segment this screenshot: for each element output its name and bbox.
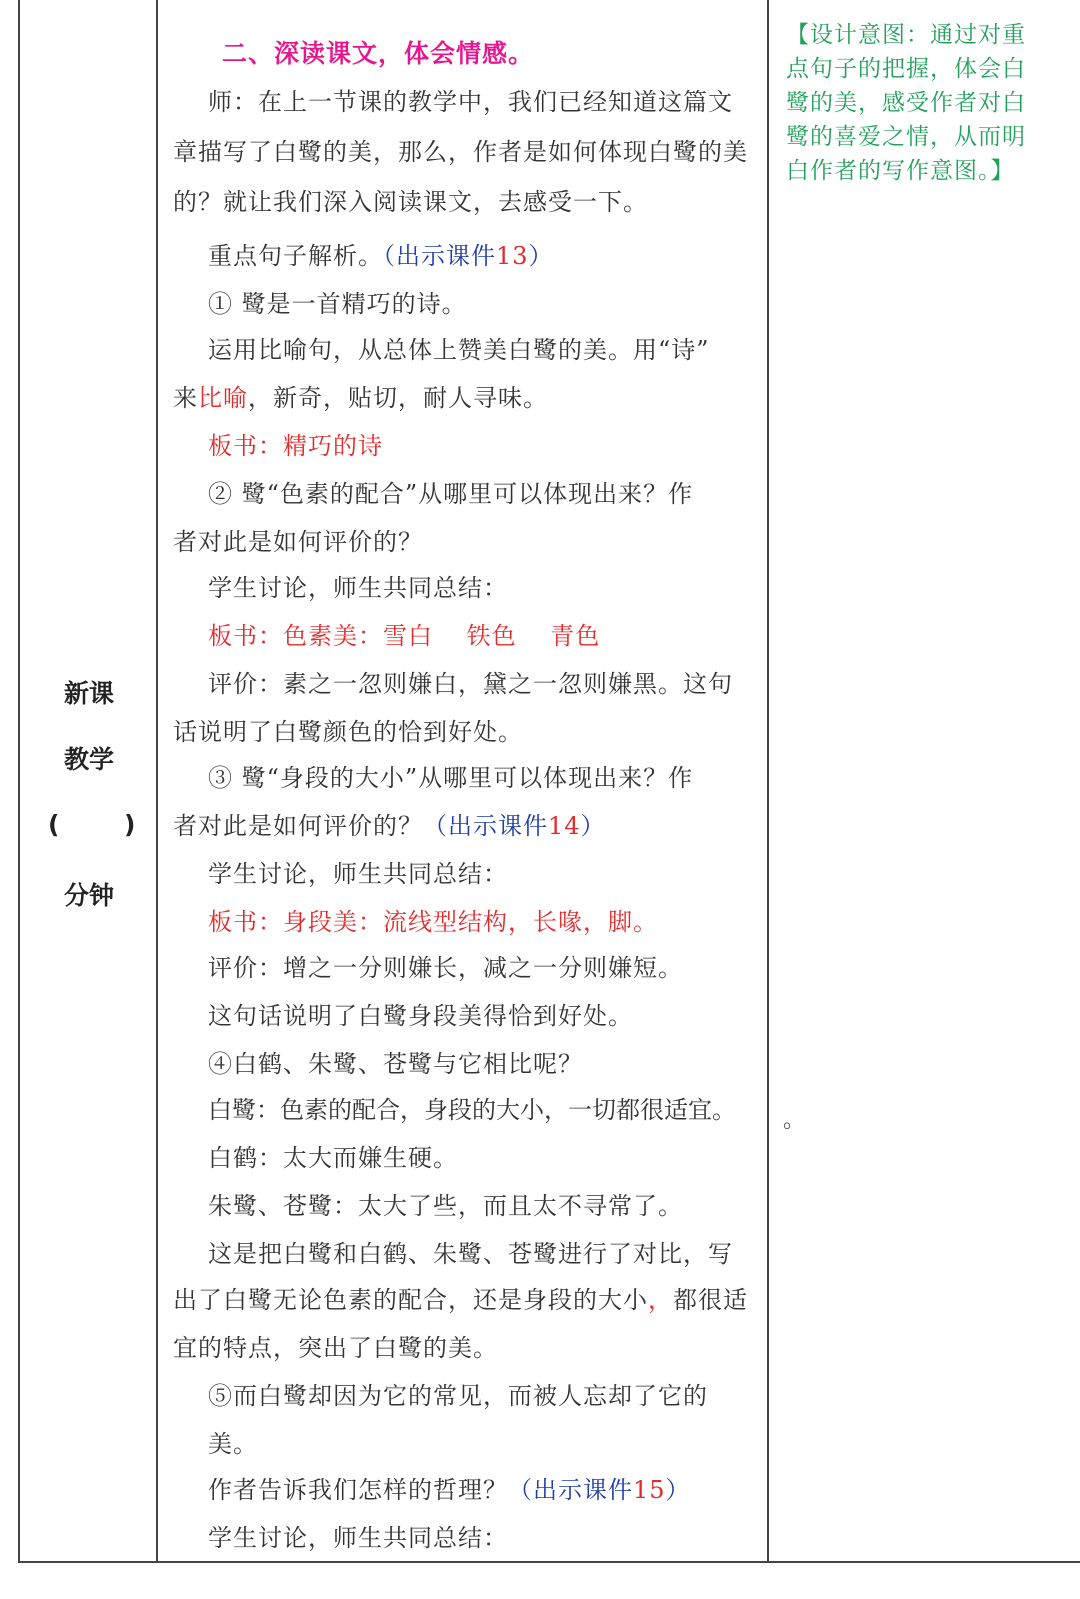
courseware-13-number: 13 <box>496 242 529 270</box>
sentence-4-crane: 白鹤：太大而嫌生硬。 <box>208 1144 458 1172</box>
section-heading: 二、深读课文，体会情感。 <box>222 39 535 68</box>
design-note-line-1: 【设计意图：通过对重 <box>786 22 1026 48</box>
sentence-3-eval-a: 评价：增之一分则嫌长，减之一分则嫌短。 <box>208 954 683 982</box>
sentence-1-text-b <box>173 378 548 413</box>
design-note-line-5: 白作者的写作意图。】 <box>786 158 1015 184</box>
sentence-2-board: 板书：色素美：雪白 铁色 青色 <box>208 622 601 650</box>
s1-text-metaphor: 比喻 <box>198 384 248 412</box>
sentence-4-egret: 白鹭：色素的配合，身段的大小，一切都很适宜。 <box>208 1096 736 1124</box>
sentence-1-board: 板书：精巧的诗 <box>208 432 383 460</box>
sentence-5-discuss: 学生讨论，师生共同总结： <box>208 1524 508 1552</box>
sentence-2-title-b: 者对此是如何评价的？ <box>173 528 423 556</box>
courseware-15-text: （出示课件 <box>508 1476 633 1504</box>
stage-label-line-1: 新课 <box>63 679 114 708</box>
design-note <box>786 18 1052 188</box>
column-divider-1 <box>156 0 158 1563</box>
stage-label-line-2: 教学 <box>63 745 114 774</box>
table-left-border <box>18 0 20 1563</box>
intro-line-1: 师：在上一节课的教学中，我们已经知道这篇文 <box>208 88 733 116</box>
sentence-2-title-a: ② 鹭“色素的配合”从哪里可以体现出来？作 <box>208 480 694 508</box>
analysis-label: 重点句子解析。 <box>208 242 383 270</box>
s4-summary-post: 都很适 <box>673 1286 748 1314</box>
s4-summary-pre: 出了白鹭无论色素的配合，还是身段的大小 <box>173 1286 648 1314</box>
s5-question-text: 作者告诉我们怎样的哲理？ <box>208 1476 508 1504</box>
duration-paren <box>20 810 158 840</box>
analysis-line <box>208 236 554 271</box>
paren-close: ) <box>124 810 136 839</box>
sentence-5-question <box>208 1470 691 1505</box>
sentence-3-board: 板书：身段美：流线型结构，长喙，脚。 <box>208 908 658 936</box>
courseware-13-text: （出示课件 <box>383 242 496 270</box>
sentence-4-summary-a: 这是把白鹭和白鹤、朱鹭、苍鹭进行了对比，写 <box>208 1240 733 1268</box>
sentence-2-eval-a: 评价：素之一忽则嫌白，黛之一忽则嫌黑。这句 <box>208 670 733 698</box>
s4-summary-comma: ， <box>648 1286 673 1314</box>
sentence-5-title-a: ⑤而白鹭却因为它的常见，而被人忘却了它的 <box>208 1382 708 1410</box>
paren-open: ( <box>48 810 60 839</box>
sentence-2-eval-b: 话说明了白鹭颜色的恰到好处。 <box>173 718 523 746</box>
courseware-13-end: ） <box>528 242 554 270</box>
courseware-14-text: （出示课件 <box>423 812 548 840</box>
sentence-3-title-a: ③ 鹭“身段的大小”从哪里可以体现出来？作 <box>208 764 694 792</box>
s3-title-text: 者对此是如何评价的？ <box>173 812 423 840</box>
column-divider-2 <box>767 0 769 1563</box>
sentence-4-summary-c: 宜的特点，突出了白鹭的美。 <box>173 1334 498 1362</box>
right-column-dot: 。 <box>783 1108 806 1133</box>
sentence-5-title-b: 美。 <box>208 1430 258 1458</box>
sentence-4-title: ④白鹤、朱鹭、苍鹭与它相比呢？ <box>208 1050 583 1078</box>
intro-line-2: 章描写了白鹭的美，那么，作者是如何体现白鹭的美 <box>173 138 748 166</box>
courseware-15-end: ） <box>665 1476 691 1504</box>
s1-text-pre: 来 <box>173 384 198 412</box>
sentence-3-eval-b: 这句话说明了白鹭身段美得恰到好处。 <box>208 1002 633 1030</box>
table-bottom-border <box>18 1561 1080 1563</box>
design-note-line-3: 鹭的美，感受作者对白 <box>786 90 1026 116</box>
courseware-15-number: 15 <box>633 1476 666 1504</box>
courseware-14-number: 14 <box>548 812 581 840</box>
sentence-1-text-a: 运用比喻句，从总体上赞美白鹭的美。用“诗” <box>208 336 710 364</box>
sentence-2-discuss: 学生讨论，师生共同总结： <box>208 574 508 602</box>
courseware-14-end: ） <box>580 812 606 840</box>
sentence-1-title: ① 鹭是一首精巧的诗。 <box>208 290 467 318</box>
design-note-line-2: 点句子的把握，体会白 <box>786 56 1026 82</box>
stage-label-line-3: 分钟 <box>63 881 114 910</box>
sentence-4-ibis: 朱鹭、苍鹭：太大了些，而且太不寻常了。 <box>208 1192 683 1220</box>
sentence-3-discuss: 学生讨论，师生共同总结： <box>208 860 508 888</box>
s1-text-post: ，新奇，贴切，耐人寻味。 <box>248 384 548 412</box>
sentence-3-title-b <box>173 806 606 841</box>
sentence-4-summary-b <box>173 1280 748 1315</box>
intro-line-3: 的？就让我们深入阅读课文，去感受一下。 <box>173 188 648 216</box>
design-note-line-4: 鹭的喜爱之情，从而明 <box>786 124 1026 150</box>
